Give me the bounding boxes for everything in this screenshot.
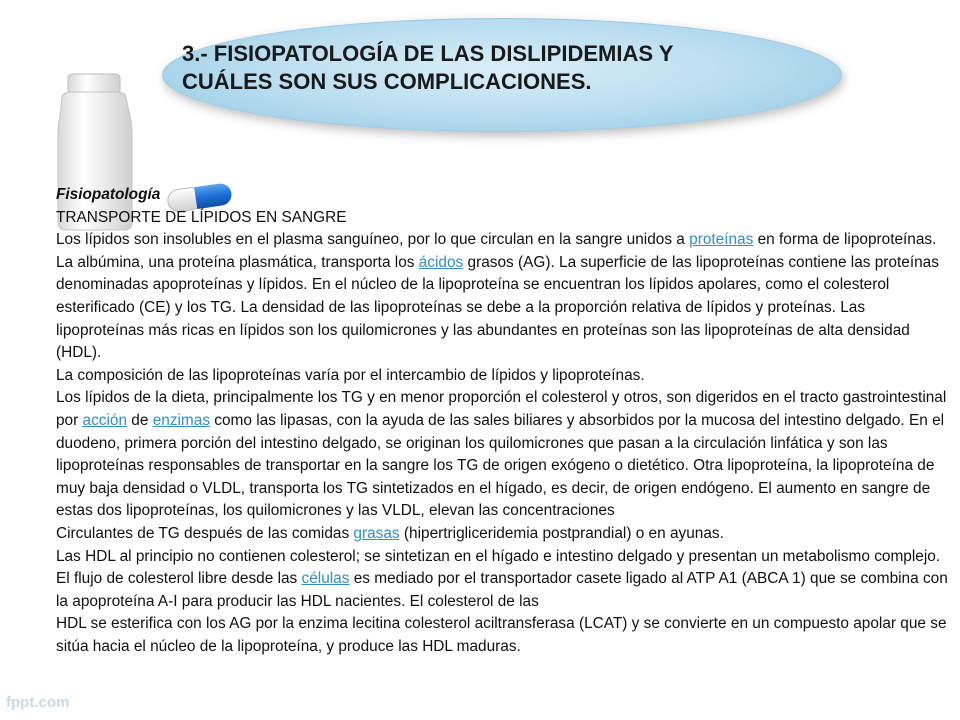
- paragraph-1-text-c: grasos (AG). La superficie de las lipoproteínas contiene las proteínas denominadas apoproteínas y lípidos. En el núcleo de la lipoproteína se encuentran los lípidos apolares, como el colesterol esterificado (CE) y los TG. La densidad de las lipoproteínas se debe a la proporción relativa de lípidos y proteínas. Las lipoproteínas más ricas en lípidos son los quilomicrones y las abundantes en proteínas son las lipoproteínas de alta densidad (HDL).: [56, 253, 939, 362]
- paragraph-1-text-b: en forma de lipoproteínas. La albúmina, una proteína plasmática, transporta los: [56, 231, 937, 271]
- paragraph-4: [56, 523, 956, 546]
- link-grasas[interactable]: grasas: [353, 524, 400, 542]
- link-proteinas[interactable]: proteínas: [689, 231, 754, 249]
- paragraph-1: [56, 229, 956, 365]
- body-text: [56, 184, 956, 658]
- paragraph-4-text-b: (hipertrigliceridemia postprandial) o en ayunas.: [399, 524, 724, 542]
- paragraph-6: HDL se esterifica con los AG por la enzima lecitina colesterol aciltransferasa (LCAT) y se convierte en un compuesto apolar que se sitúa hacia el núcleo de la lipoproteína, y produce las HDL maduras.: [56, 615, 947, 655]
- paragraph-3-text-a: Los lípidos de la dieta, principalmente los TG y en menor proporción el colesterol y otros, son digeridos en el tracto gastrointestinal por: [56, 389, 947, 429]
- link-enzimas[interactable]: enzimas: [152, 411, 211, 429]
- slide-title: [182, 40, 822, 96]
- watermark: fppt.com: [6, 694, 70, 711]
- link-celulas[interactable]: células: [301, 570, 350, 588]
- subheading: TRANSPORTE DE LÍPIDOS EN SANGRE: [56, 208, 347, 226]
- link-accion[interactable]: acción: [82, 411, 128, 429]
- paragraph-5-text-a: Las HDL al principio no contienen colesterol; se sintetizan en el hígado e intestino delgado y presentan un metabolismo complejo. El flujo de colesterol libre desde las: [56, 547, 941, 588]
- paragraph-5: [56, 546, 956, 614]
- paragraph-3-text-b: de: [127, 411, 153, 429]
- paragraph-1-text-a: Los lípidos son insolubles en el plasma sanguíneo, por lo que circulan en la sangre unidos a: [56, 231, 690, 249]
- title-line-1: 3.- FISIOPATOLOGÍA DE LAS DISLIPIDEMIAS Y: [182, 41, 674, 66]
- title-line-2: CUÁLES SON SUS COMPLICACIONES.: [182, 69, 592, 94]
- paragraph-3-text-c: como las lipasas, con la ayuda de las sales biliares y absorbidos por la mucosa del intestino delgado. En el duodeno, primera porción del intestino delgado, se originan los quilomicrones que pasan a la circulación linfática y son las lipoproteínas responsables de transportar en la sangre los TG de origen exógeno o dietético. Otra lipoproteína, la lipoproteína de muy baja densidad o VLDL, transporta los TG sintetizados en el hígado, es decir, de origen endógeno. El aumento en sangre de estas dos lipoproteínas, los quilomicrones y las VLDL, elevan las concentraciones: [56, 411, 945, 520]
- paragraph-4-text-a: Circulantes de TG después de las comidas: [56, 524, 354, 542]
- section-heading: Fisiopatología: [56, 186, 161, 203]
- paragraph-5-text-b: es mediado por el transportador casete ligado al ATP A1 (ABCA 1) que se combina con la apoproteína A-I para producir las HDL nacientes. El colesterol de las: [56, 570, 948, 610]
- paragraph-2: La composición de las lipoproteínas varía por el intercambio de lípidos y lipoproteínas.: [56, 366, 645, 384]
- link-acidos[interactable]: ácidos: [418, 253, 464, 271]
- paragraph-3: [56, 387, 956, 523]
